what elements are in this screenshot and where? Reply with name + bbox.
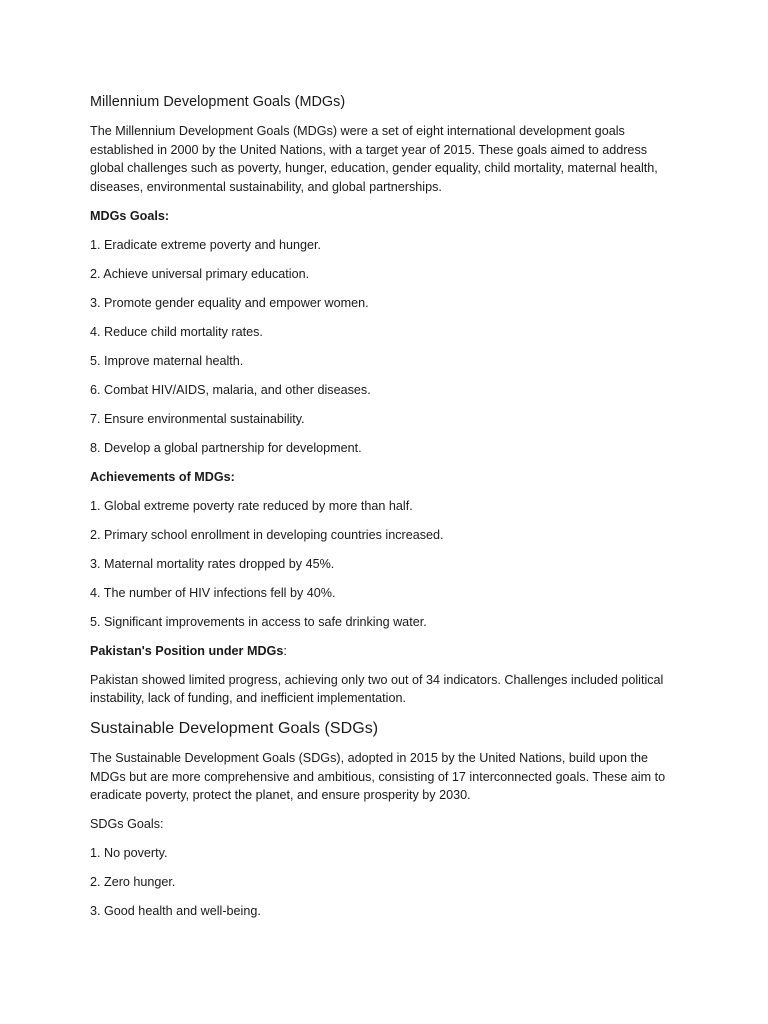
sdg-intro-paragraph: The Sustainable Development Goals (SDGs), adopted in 2015 by the United Nations, build upon the MDGs but are more comprehensive and ambitious, consisting of 17 interconnected goals. These aim to eradicate poverty, protect the planet, and ensure prosperity by 2030. [90,751,666,803]
sdg-heading: Sustainable Development Goals (SDGs) [90,720,379,738]
list-item: 8. Develop a global partnership for development. [90,440,362,455]
list-item: 1. Eradicate extreme poverty and hunger. [90,237,322,252]
list-item: 1. Global extreme poverty rate reduced by more than half. [90,498,413,513]
document-page [90,92,680,931]
list-item: 3. Maternal mortality rates dropped by 45%. [90,556,335,571]
list-item: 3. Good health and well-being. [90,904,261,919]
mdg-intro-paragraph: The Millennium Development Goals (MDGs) were a set of eight international development goals established in 2000 by the United Nations, with a target year of 2015. These goals aimed to address global challenges such as poverty, hunger, education, gender equality, child mortality, maternal health, diseases, environmental sustainability, and global partnerships. [90,124,658,194]
mdg-goals-label: MDGs Goals: [90,208,170,223]
list-item: 2. Zero hunger. [90,875,176,890]
mdg-goals-list [90,236,680,457]
list-item: 2. Achieve universal primary education. [90,266,310,281]
list-item: 7. Ensure environmental sustainability. [90,411,305,426]
mdg-achievements-label: Achievements of MDGs: [90,469,235,484]
list-item: 3. Promote gender equality and empower women. [90,295,369,310]
list-item: 5. Significant improvements in access to safe drinking water. [90,614,427,629]
list-item: 6. Combat HIV/AIDS, malaria, and other diseases. [90,382,371,397]
pakistan-position-paragraph: Pakistan showed limited progress, achieving only two out of 34 indicators. Challenges included political instability, lack of funding, and inefficient implementation. [90,672,664,706]
mdg-achievements-list [90,497,680,632]
list-item: 4. The number of HIV infections fell by 40%. [90,585,336,600]
sdg-goals-label: SDGs Goals: [90,817,164,832]
mdg-heading: Millennium Development Goals (MDGs) [90,94,346,110]
pakistan-position-label-text: Pakistan's Position under MDGs [90,643,284,658]
sdg-goals-list [90,844,680,921]
list-item: 2. Primary school enrollment in developing countries increased. [90,527,444,542]
pakistan-position-label-colon: : [283,643,287,658]
list-item: 5. Improve maternal health. [90,353,244,368]
list-item: 4. Reduce child mortality rates. [90,324,263,339]
list-item: 1. No poverty. [90,846,168,861]
pakistan-position-label [90,642,680,661]
